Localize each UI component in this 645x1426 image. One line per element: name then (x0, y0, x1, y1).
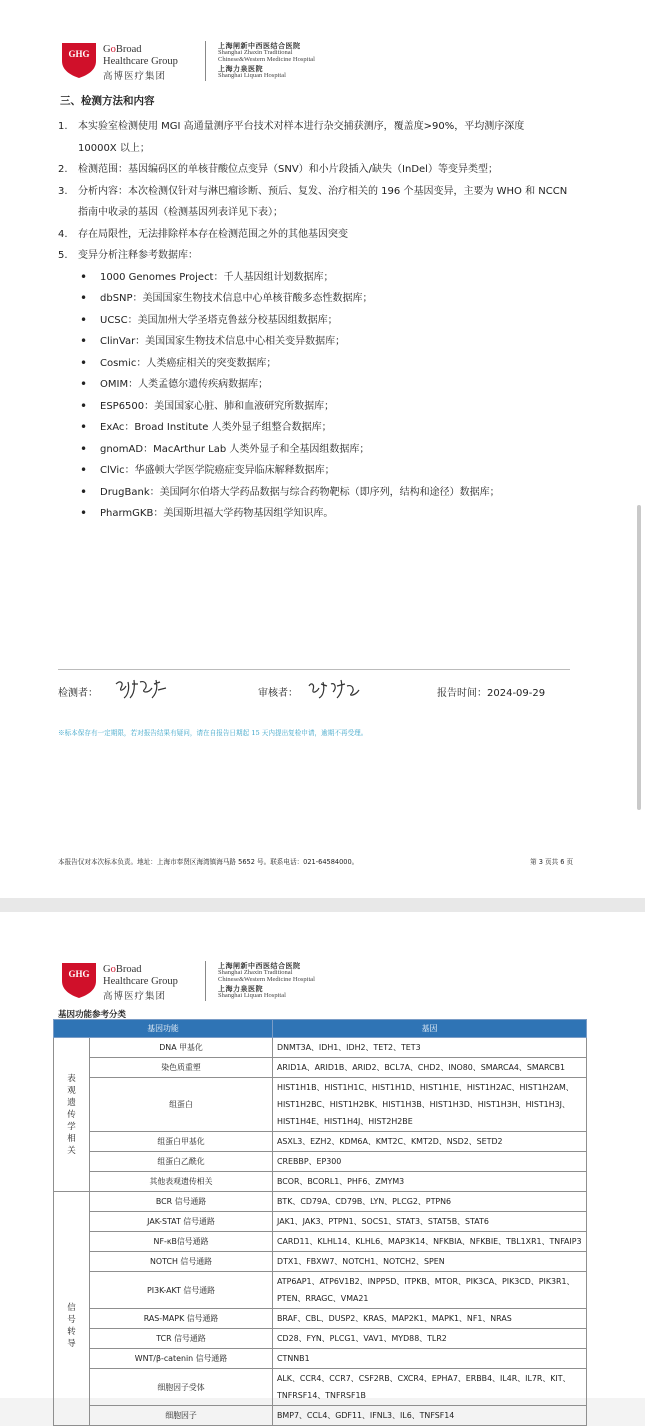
database-item: • DrugBank：美国阿尔伯塔大学药品数据与综合药物靶标（即序列，结构和途径）数据库； (58, 482, 598, 504)
genes-cell: JAK1、JAK3、PTPN1、SOCS1、STAT3、STAT5B、STAT6 (273, 1212, 587, 1232)
table-row (54, 1192, 587, 1212)
function-cell: DNA 甲基化 (90, 1038, 273, 1058)
function-cell: WNT/β-catenin 信号通路 (90, 1349, 273, 1369)
item-number: 3. (58, 185, 68, 197)
group-cell (54, 1192, 90, 1426)
genes-cell: BMP7、CCL4、GDF11、IFNL3、IL6、TNFSF14 (273, 1406, 587, 1426)
database-item: • PharmGKB：美国斯坦福大学药物基因组学知识库。 (58, 503, 598, 525)
item-line: 本实验室检测使用 MGI 高通量测序平台技术对样本进行杂交捕获测序，覆盖度>90%，平均测序深度 (78, 121, 525, 132)
report-page-4 (0, 912, 645, 1420)
table-row (54, 1272, 587, 1309)
database-item: • ClVic：华盛顿大学医学院癌症变异临床解释数据库； (58, 460, 598, 482)
table-row (54, 1406, 587, 1426)
header-divider (205, 961, 206, 1001)
tester-label: 检测者： (58, 688, 98, 699)
function-cell: 组蛋白 (90, 1078, 273, 1132)
hospital1-cn: 上海闸新中西医结合医院 (218, 41, 301, 50)
group-signaling: 信号转导 (67, 1303, 76, 1349)
hospital1-en1: Shanghai Zhaxin Traditional (218, 969, 293, 976)
function-cell: NOTCH 信号通路 (90, 1252, 273, 1272)
genes-cell: CTNNB1 (273, 1349, 587, 1369)
genes-cell: CARD11、KLHL14、KLHL6、MAP3K14、NFKBIA、NFKBIE、TBL1XR1、TNFAIP3 (273, 1232, 587, 1252)
genes-cell: ARID1A、ARID1B、ARID2、BCL7A、CHD2、INO80、SMARCA4、SMARCB1 (273, 1058, 587, 1078)
retention-notice: ※标本保存有一定期限，若对报告结果有疑问，请在自报告日期起 15 天内提出复检申请，逾期不再受理。 (58, 729, 368, 737)
genes-cell: DTX1、FBXW7、NOTCH1、NOTCH2、SPEN (273, 1252, 587, 1272)
item-number: 5. (58, 250, 68, 261)
item-line: 检测范围：基因编码区的单核苷酸位点变异（SNV）和小片段插入/缺失（InDel）等变异类型； (78, 164, 498, 175)
reviewer-label: 审核者： (258, 688, 298, 699)
function-cell: JAK-STAT 信号通路 (90, 1212, 273, 1232)
report-time: 报告时间：2024-09-29 (437, 688, 546, 699)
item-number: 2. (58, 164, 68, 175)
genes-cell: DNMT3A、IDH1、IDH2、TET2、TET3 (273, 1038, 587, 1058)
genes-cell: ASXL3、EZH2、KDM6A、KMT2C、KMT2D、NSD2、SETD2 (273, 1132, 587, 1152)
list-item (58, 245, 598, 267)
brand-g: G (103, 44, 111, 55)
page-number: 第 3 页共 6 页 (530, 858, 574, 866)
group-cell (54, 1038, 90, 1192)
database-item: • UCSC：美国加州大学圣塔克鲁兹分校基因组数据库； (58, 310, 598, 332)
table-row (54, 1212, 587, 1232)
database-item: • ExAc：Broad Institute 人类外显子组整合数据库； (58, 417, 598, 439)
brand-name (103, 44, 142, 55)
hospital2-en: Shanghai Liquan Hospital (218, 992, 286, 999)
genes-cell: ALK、CCR4、CCR7、CSF2RB、CXCR4、EPHA7、ERBB4、IL4R、IL7R、KIT、TNFRSF14、TNFRSF1B (273, 1369, 587, 1406)
function-cell: 染色质重塑 (90, 1058, 273, 1078)
signature-divider (58, 669, 570, 670)
hospital1-en2: Chinese&Western Medicine Hospital (218, 56, 315, 63)
list-item (58, 181, 598, 224)
header-divider (205, 41, 206, 81)
table-row (54, 1369, 587, 1406)
genes-cell: CD28、FYN、PLCG1、VAV1、MYD88、TLR2 (273, 1329, 587, 1349)
list-item (58, 159, 598, 181)
brand-cn: 高博医疗集团 (103, 71, 167, 82)
reviewer-signature-icon (305, 676, 365, 702)
item-line: 变异分析注释参考数据库： (78, 250, 198, 261)
genes-cell: BRAF、CBL、DUSP2、KRAS、MAP2K1、MAPK1、NF1、NRAS (273, 1309, 587, 1329)
shield-text: GHG (68, 969, 90, 979)
function-cell: 其他表观遗传相关 (90, 1172, 273, 1192)
col-header-genes: 基因 (273, 1020, 587, 1038)
report-header (60, 41, 360, 86)
hospital1-en2: Chinese&Western Medicine Hospital (218, 976, 315, 983)
group-epigenetic: 表观遗传学相关 (67, 1073, 76, 1156)
brand-broad: Broad (115, 44, 142, 55)
hospital2-cn: 上海力泉医院 (218, 64, 263, 73)
table-header-row (54, 1020, 587, 1038)
table-row (54, 1232, 587, 1252)
database-item: • Cosmic：人类癌症相关的突变数据库； (58, 353, 598, 375)
database-item: • ClinVar：美国国家生物技术信息中心相关变异数据库； (58, 331, 598, 353)
brand-o: o (110, 964, 116, 975)
tester-signature-icon (112, 676, 172, 702)
table-row (54, 1329, 587, 1349)
genes-cell: CREBBP、EP300 (273, 1152, 587, 1172)
gene-function-table (53, 1019, 587, 1426)
table-title: 基因功能参考分类 (58, 1010, 127, 1020)
brand-broad: Broad (115, 964, 142, 975)
hospital1-en1: Shanghai Zhaxin Traditional (218, 49, 293, 56)
function-cell: BCR 信号通路 (90, 1192, 273, 1212)
ghg-shield-logo-icon (60, 41, 98, 79)
function-cell: 组蛋白乙酰化 (90, 1152, 273, 1172)
function-cell: RAS-MAPK 信号通路 (90, 1309, 273, 1329)
list-item (58, 224, 598, 246)
report-header (60, 961, 360, 1006)
function-cell: TCR 信号通路 (90, 1329, 273, 1349)
genes-cell: HIST1H1B、HIST1H1C、HIST1H1D、HIST1H1E、HIST1H2AC、HIST1H2AM、HIST1H2BC、HIST1H2BK、HIST1H3B、HIST1H3D、HIST1H3H、HIST1H3J、HIST1H4E、HIST1H4J、HIST2H2BE (273, 1078, 587, 1132)
list-item (58, 116, 598, 159)
item-line: 10000X 以上； (78, 142, 150, 154)
function-cell: 组蛋白甲基化 (90, 1132, 273, 1152)
database-item: • ESP6500：美国国家心脏、肺和血液研究所数据库； (58, 396, 598, 418)
hospital2-cn: 上海力泉医院 (218, 984, 263, 993)
genes-cell: BTK、CD79A、CD79B、LYN、PLCG2、PTPN6 (273, 1192, 587, 1212)
hospital2-en: Shanghai Liquan Hospital (218, 72, 286, 79)
table-row (54, 1152, 587, 1172)
page-gap (0, 898, 645, 912)
col-header-function: 基因功能 (54, 1020, 273, 1038)
item-number: 4. (58, 228, 68, 240)
table-row (54, 1349, 587, 1369)
brand-name (103, 964, 142, 975)
ghg-shield-logo-icon (60, 961, 98, 999)
function-cell: 细胞因子 (90, 1406, 273, 1426)
item-line: 指南中收录的基因（检测基因列表详见下表）； (78, 207, 283, 218)
function-cell: 细胞因子受体 (90, 1369, 273, 1406)
item-line: 存在局限性，无法排除样本存在检测范围之外的其他基因突变 (78, 228, 348, 240)
table-row (54, 1252, 587, 1272)
table-row (54, 1058, 587, 1078)
function-cell: PI3K-AKT 信号通路 (90, 1272, 273, 1309)
brand-g: G (103, 964, 111, 975)
brand-subtitle: Healthcare Group (103, 976, 178, 987)
genes-cell: BCOR、BCORL1、PHF6、ZMYM3 (273, 1172, 587, 1192)
item-line: 分析内容：本次检测仅针对与淋巴瘤诊断、预后、复发、治疗相关的 196 个基因变异，主要为 WHO 和 NCCN (78, 185, 568, 197)
function-cell: NF-κB信号通路 (90, 1232, 273, 1252)
table-row (54, 1132, 587, 1152)
shield-text: GHG (68, 49, 90, 59)
brand-cn: 高博医疗集团 (103, 991, 167, 1002)
hospital1-cn: 上海闸新中西医结合医院 (218, 961, 301, 970)
footer-address: 本报告仅对本次标本负责。地址：上海市奉贤区海湾镇海马路 5652 号。联系电话：021-64584000。 (58, 858, 359, 866)
item-number: 1. (58, 121, 68, 132)
database-item: • 1000 Genomes Project：千人基因组计划数据库； (58, 267, 598, 289)
brand-o: o (110, 44, 116, 55)
table-row (54, 1078, 587, 1132)
scrollbar-thumb[interactable] (637, 505, 641, 810)
database-item: • gnomAD：MacArthur Lab 人类外显子和全基因组数据库； (58, 439, 598, 461)
genes-cell: ATP6AP1、ATP6V1B2、INPP5D、ITPKB、MTOR、PIK3CA、PIK3CD、PIK3R1、PTEN、RRAGC、VMA21 (273, 1272, 587, 1309)
section-title: 三、检测方法和内容 (60, 95, 155, 107)
database-item: • OMIM：人类孟德尔遗传疾病数据库； (58, 374, 598, 396)
methods-list (58, 116, 598, 525)
database-item: • dbSNP：美国国家生物技术信息中心单核苷酸多态性数据库； (58, 288, 598, 310)
table-row (54, 1309, 587, 1329)
brand-subtitle: Healthcare Group (103, 56, 178, 67)
table-row (54, 1172, 587, 1192)
table-row (54, 1038, 587, 1058)
